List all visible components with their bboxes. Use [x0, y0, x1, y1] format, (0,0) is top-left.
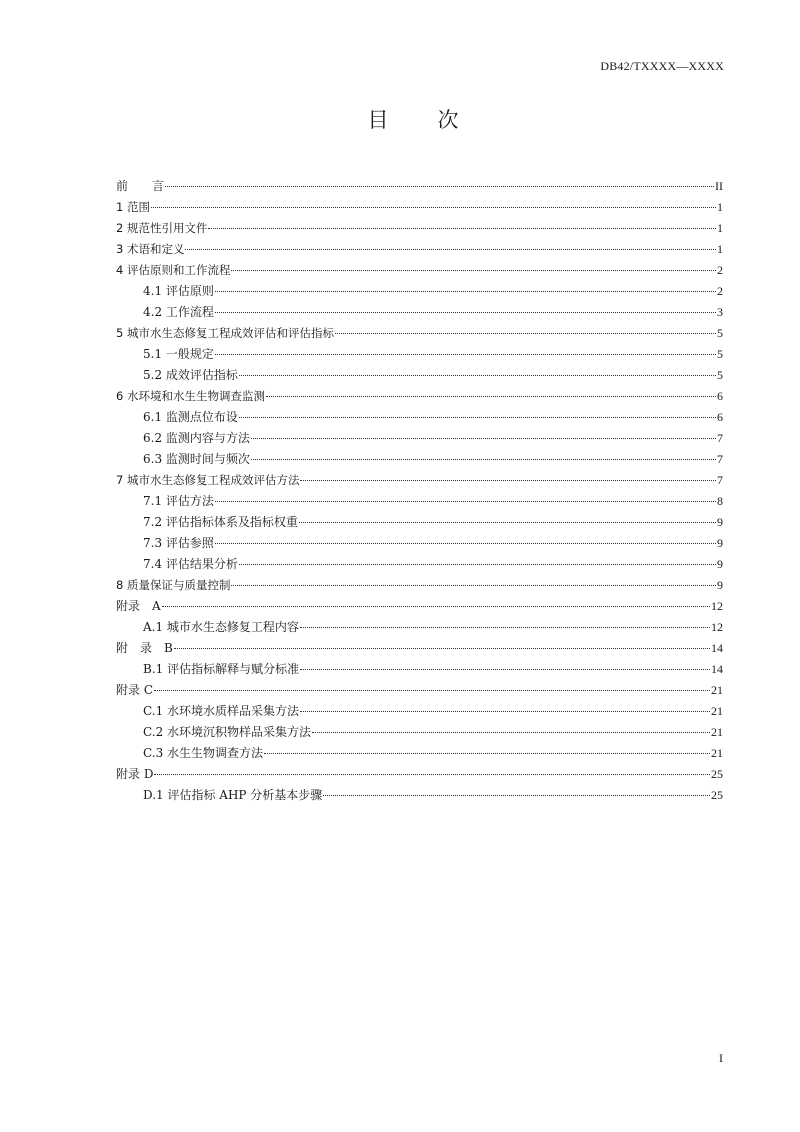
toc-entry-label: 4.1 评估原则	[143, 284, 214, 298]
toc-entry[interactable]	[116, 176, 723, 197]
toc-entry-label: 4 评估原则和工作流程	[116, 263, 231, 277]
dot-leader	[239, 416, 716, 418]
toc-entry-page: 7	[717, 452, 723, 466]
toc-entry-page: 14	[711, 641, 723, 655]
toc-entry[interactable]	[116, 197, 723, 218]
toc-entry[interactable]	[116, 785, 723, 806]
toc-entry[interactable]	[116, 428, 723, 449]
toc-entry-label: 3 术语和定义	[116, 242, 185, 256]
toc-entry[interactable]	[116, 575, 723, 596]
toc-entry-page: 9	[717, 578, 723, 592]
dot-leader	[174, 647, 710, 649]
dot-leader	[162, 605, 710, 607]
toc-entry-label: 7.4 评估结果分析	[143, 557, 238, 571]
toc-entry[interactable]	[116, 218, 723, 239]
toc-entry-page: 14	[711, 662, 723, 676]
toc-entry-page: 2	[717, 263, 723, 277]
toc-entry-page: 5	[717, 347, 723, 361]
toc-entry-page: 9	[717, 557, 723, 571]
dot-leader	[231, 269, 716, 271]
toc-entry[interactable]	[116, 722, 723, 743]
toc-entry[interactable]	[116, 764, 723, 785]
dot-leader	[300, 668, 710, 670]
dot-leader	[323, 794, 710, 796]
toc-entry-label: 6.3 监测时间与频次	[143, 452, 250, 466]
toc-entry[interactable]	[116, 407, 723, 428]
toc-entry-label: 7.3 评估参照	[143, 536, 214, 550]
dot-leader	[215, 311, 716, 313]
dot-leader	[312, 731, 710, 733]
toc-entry[interactable]	[116, 533, 723, 554]
dot-leader	[154, 689, 710, 691]
toc-entry-label: 8 质量保证与质量控制	[116, 578, 231, 592]
toc-entry-page: 3	[717, 305, 723, 319]
toc-entry-page: II	[715, 179, 723, 193]
dot-leader	[215, 353, 716, 355]
toc-entry[interactable]	[116, 680, 723, 701]
toc-entry-label: 5.2 成效评估指标	[143, 368, 238, 382]
dot-leader	[239, 563, 716, 565]
toc-entry[interactable]	[116, 512, 723, 533]
toc-entry-label: C.3 水生生物调查方法	[143, 746, 264, 760]
toc-entry-label: 4.2 工作流程	[143, 305, 214, 319]
toc-entry[interactable]	[116, 554, 723, 575]
toc-entry-page: 6	[717, 410, 723, 424]
toc-entry[interactable]	[116, 344, 723, 365]
toc-entry[interactable]	[116, 701, 723, 722]
dot-leader	[299, 521, 716, 523]
toc-entry[interactable]	[116, 659, 723, 680]
toc-entry[interactable]	[116, 281, 723, 302]
page-number: I	[719, 1051, 723, 1065]
toc-entry-label: 7 城市水生态修复工程成效评估方法	[116, 473, 300, 487]
dot-leader	[231, 584, 716, 586]
toc-entry-label: 附录 A	[116, 599, 161, 613]
dot-leader	[266, 395, 716, 397]
toc-entry-label: D.1 评估指标 AHP 分析基本步骤	[143, 788, 323, 802]
dot-leader	[300, 626, 710, 628]
dot-leader	[208, 227, 716, 229]
toc-entry-label: 6.2 监测内容与方法	[143, 431, 250, 445]
dot-leader	[239, 374, 716, 376]
toc-entry[interactable]	[116, 386, 723, 407]
dot-leader	[251, 458, 716, 460]
toc-entry-label: B.1 评估指标解释与赋分标准	[143, 662, 300, 676]
toc-entry-label: 7.1 评估方法	[143, 494, 214, 508]
toc-entry-label: 7.2 评估指标体系及指标权重	[143, 515, 298, 529]
toc-entry-label: 6.1 监测点位布设	[143, 410, 238, 424]
toc-entry[interactable]	[116, 239, 723, 260]
page-title: 目 次	[367, 108, 473, 132]
toc-entry-page: 1	[717, 242, 723, 256]
toc-entry-label: 附 录 B	[116, 641, 173, 655]
toc-entry-label: A.1 城市水生态修复工程内容	[143, 620, 299, 634]
toc-entry-page: 12	[711, 620, 723, 634]
toc-entry[interactable]	[116, 365, 723, 386]
toc-entry[interactable]	[116, 617, 723, 638]
toc-entry-page: 25	[711, 788, 723, 802]
toc-entry-page: 1	[717, 200, 723, 214]
dot-leader	[300, 710, 710, 712]
toc-entry-page: 25	[711, 767, 723, 781]
toc-entry-page: 21	[711, 746, 723, 760]
dot-leader	[264, 752, 710, 754]
toc-entry-page: 1	[717, 221, 723, 235]
toc-entry[interactable]	[116, 323, 723, 344]
dot-leader	[215, 500, 716, 502]
dot-leader	[215, 542, 716, 544]
toc-entry[interactable]	[116, 743, 723, 764]
toc-entry-page: 8	[717, 494, 723, 508]
toc-entry-label: 6 水环境和水生生物调查监测	[116, 389, 265, 403]
dot-leader	[251, 437, 716, 439]
dot-leader	[151, 206, 716, 208]
toc-entry-label: 附录 C	[116, 683, 153, 697]
dot-leader	[154, 773, 710, 775]
toc-entry-page: 21	[711, 683, 723, 697]
toc-entry-label: 2 规范性引用文件	[116, 221, 208, 235]
toc-entry[interactable]	[116, 260, 723, 281]
toc-entry-page: 7	[717, 431, 723, 445]
doc-id-header: DB42/TXXXX—XXXX	[600, 59, 724, 73]
dot-leader	[335, 332, 716, 334]
table-of-contents	[116, 176, 723, 806]
toc-entry-label: 5 城市水生态修复工程成效评估和评估指标	[116, 326, 334, 340]
dot-leader	[165, 185, 714, 187]
toc-entry-label: 1 范围	[116, 200, 150, 214]
toc-entry-page: 5	[717, 368, 723, 382]
toc-entry[interactable]	[116, 449, 723, 470]
toc-entry-page: 6	[717, 389, 723, 403]
toc-entry-page: 21	[711, 704, 723, 718]
toc-entry-label: 5.1 一般规定	[143, 347, 214, 361]
dot-leader	[215, 290, 716, 292]
toc-entry-page: 5	[717, 326, 723, 340]
dot-leader	[300, 479, 716, 481]
toc-entry[interactable]	[116, 638, 723, 659]
toc-entry-page: 9	[717, 515, 723, 529]
toc-entry[interactable]	[116, 596, 723, 617]
toc-entry-page: 7	[717, 473, 723, 487]
toc-entry-page: 2	[717, 284, 723, 298]
toc-entry-page: 21	[711, 725, 723, 739]
toc-entry[interactable]	[116, 302, 723, 323]
toc-entry-page: 12	[711, 599, 723, 613]
toc-entry-label: 附录 D	[116, 767, 154, 781]
toc-entry[interactable]	[116, 470, 723, 491]
toc-entry[interactable]	[116, 491, 723, 512]
toc-entry-page: 9	[717, 536, 723, 550]
toc-entry-label: C.1 水环境水质样品采集方法	[143, 704, 300, 718]
toc-entry-label: C.2 水环境沉积物样品采集方法	[143, 725, 312, 739]
dot-leader	[185, 248, 716, 250]
toc-entry-label: 前 言	[116, 179, 165, 193]
